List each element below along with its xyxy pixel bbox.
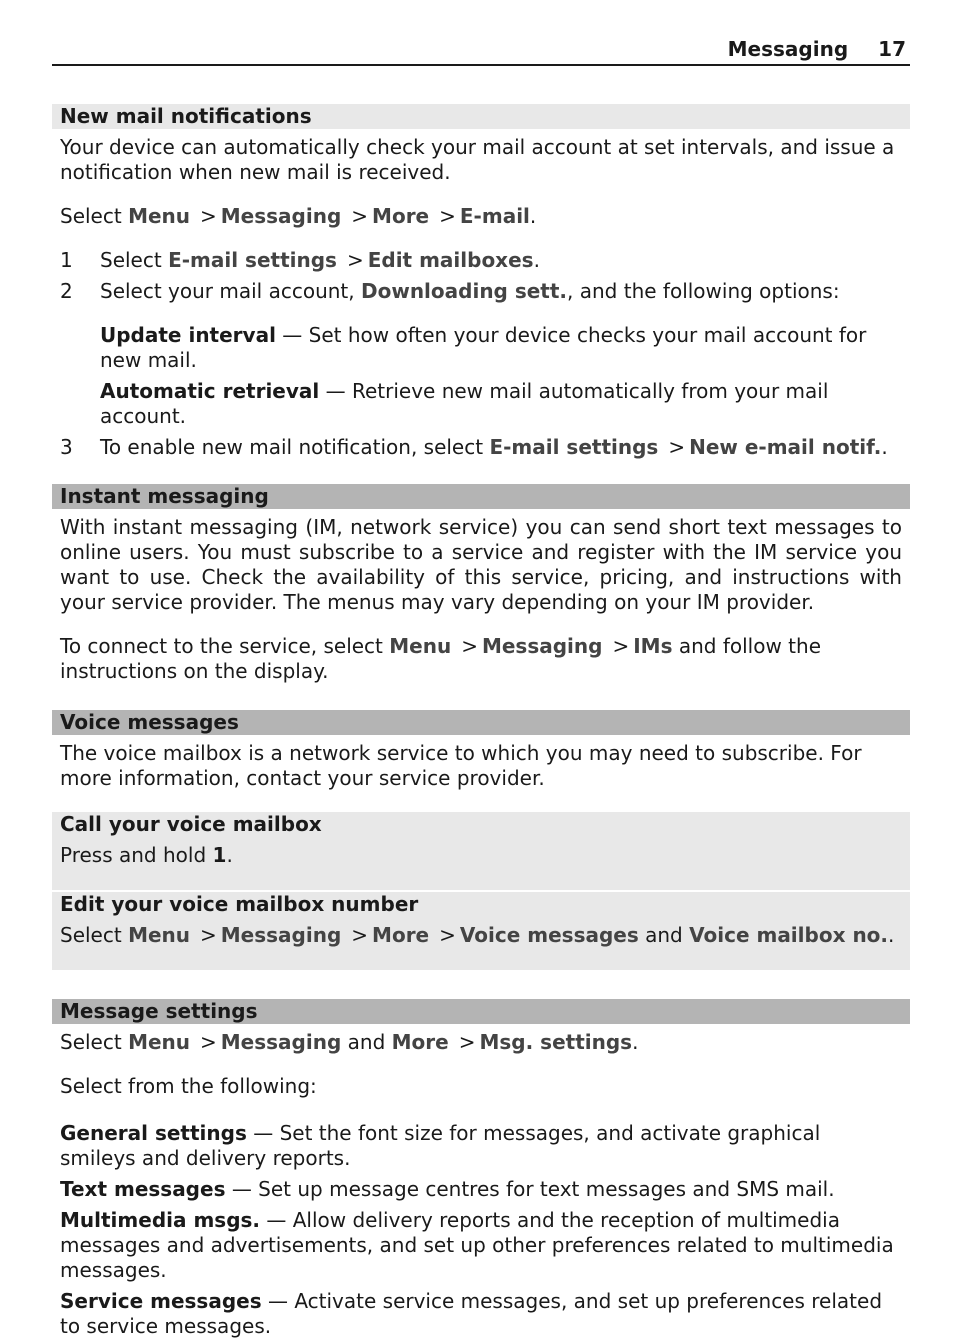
section-title-new-mail: New mail notifications bbox=[52, 104, 910, 129]
call-voice-mailbox-title: Call your voice mailbox bbox=[60, 812, 322, 836]
option-item: Update interval — Set how often your device checks your mail account for new mail. bbox=[100, 323, 867, 372]
menu-path-item: E-mail bbox=[459, 204, 530, 228]
section-title-voice: Voice messages bbox=[52, 710, 910, 735]
new-mail-path: Select Menu > Messaging > More > E-mail. bbox=[60, 204, 537, 228]
option-item: General settings — Set the font size for messages, and activate graphical smileys and delivery reports. bbox=[60, 1121, 821, 1170]
edit-voice-mailbox-box bbox=[52, 892, 910, 970]
im-body: With instant messaging (IM, network service) you can send short text messages to online users. You must subscribe to a service and register with the IM service you want to use. Check the availability of this service, pricing, and instructions with your service provider. The menus may vary depending on your IM provider. bbox=[60, 515, 902, 614]
step-item: 1 Select E-mail settings > Edit mailboxes. bbox=[60, 248, 540, 272]
new-mail-steps bbox=[52, 248, 910, 304]
im-connect: To connect to the service, select Menu > Messaging > IMs and follow the instructions on the display. bbox=[60, 634, 821, 683]
call-voice-mailbox-text: Press and hold 1. bbox=[60, 843, 233, 867]
header-section: Messaging bbox=[727, 37, 849, 61]
edit-voice-mailbox-title: Edit your voice mailbox number bbox=[60, 892, 419, 916]
step-item: 3 To enable new mail notification, select E-mail settings > New e-mail notif.. bbox=[60, 435, 888, 459]
section-title-settings: Message settings bbox=[52, 999, 910, 1024]
option-item: Text messages — Set up message centres for text messages and SMS mail. bbox=[60, 1177, 835, 1201]
settings-path: Select Menu > Messaging and More > Msg. settings. bbox=[60, 1030, 639, 1054]
settings-select-from: Select from the following: bbox=[60, 1074, 317, 1098]
option-item: Automatic retrieval — Retrieve new mail automatically from your mail account. bbox=[100, 379, 829, 428]
section-title-im: Instant messaging bbox=[52, 484, 910, 509]
option-item: Service messages — Activate service messages, and set up preferences related to service messages. bbox=[60, 1289, 883, 1338]
voice-body: The voice mailbox is a network service to which you may need to subscribe. For more information, contact your service provider. bbox=[60, 741, 862, 790]
menu-path-item: Menu bbox=[128, 204, 191, 228]
menu-path-item: Messaging bbox=[220, 204, 342, 228]
menu-path-item: More bbox=[372, 204, 430, 228]
page-header bbox=[52, 36, 910, 66]
edit-voice-mailbox-text: Select Menu > Messaging > More > Voice messages and Voice mailbox no.. bbox=[60, 923, 895, 947]
call-voice-mailbox-box bbox=[52, 812, 910, 890]
page-content bbox=[52, 104, 910, 1339]
page-number: 17 bbox=[878, 37, 906, 61]
option-item: Multimedia msgs. — Allow delivery reports and the reception of multimedia messages and advertisements, and set up other preferences related to multimedia messages. bbox=[60, 1208, 894, 1282]
new-mail-intro: Your device can automatically check your mail account at set intervals, and issue a notification when new mail is received. bbox=[60, 135, 895, 184]
step-item: 2 Select your mail account, Downloading sett., and the following options: bbox=[60, 279, 840, 303]
